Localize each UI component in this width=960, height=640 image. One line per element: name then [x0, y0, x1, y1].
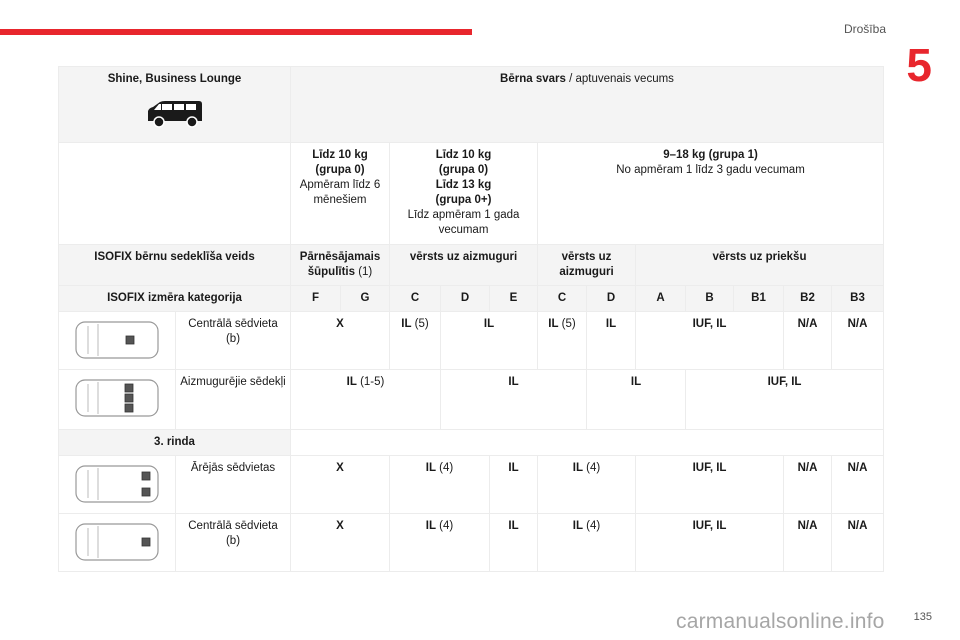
- size-cat-E: E: [509, 292, 518, 304]
- cell-value: [587, 370, 686, 430]
- seat-row-label: Centrālā sēdvieta (b): [176, 514, 291, 572]
- value-note: (5): [558, 318, 576, 330]
- header-accent-bar: [0, 29, 472, 35]
- seat-row-label: Aizmugurējie sēdekļi: [176, 370, 291, 430]
- value-x: X: [336, 520, 344, 532]
- group-0plus-label-b: (grupa 0+): [435, 194, 492, 206]
- seat-diagram-cell: [59, 370, 176, 430]
- size-cat-cell: [490, 286, 538, 312]
- cell-value: [490, 514, 538, 572]
- size-category-label: ISOFIX izmēra kategorija: [107, 292, 242, 304]
- cell-value: [636, 514, 784, 572]
- value-il: IL: [425, 520, 436, 532]
- group-1-age: No apmēram 1 līdz 3 gadu vecumam: [616, 164, 805, 176]
- value-na: N/A: [847, 318, 868, 330]
- cell-value: [291, 456, 390, 514]
- rear-facing-cell-a: [390, 245, 538, 286]
- rear-facing-label-a: vērsts uz aizmuguri: [409, 251, 518, 263]
- group-0-cell: [291, 143, 390, 245]
- value-il: IL: [572, 462, 583, 474]
- value-na: N/A: [797, 318, 818, 330]
- empty-cell: [291, 430, 884, 456]
- cell-value: [784, 456, 832, 514]
- value-il: IL: [401, 318, 412, 330]
- cell-value: [538, 514, 636, 572]
- vehicle-header-cell: [59, 67, 291, 143]
- size-cat-B2: B2: [800, 292, 815, 304]
- rear-facing-cell-b: [538, 245, 636, 286]
- value-note: (1-5): [356, 376, 385, 388]
- group-0plus-weight-b: Līdz 13 kg: [435, 179, 492, 191]
- cell-value: [390, 514, 490, 572]
- cell-value: [587, 312, 636, 370]
- value-x: X: [336, 318, 344, 330]
- size-cat-B3: B3: [850, 292, 865, 304]
- empty-cell: [59, 143, 291, 245]
- cell-value: [832, 456, 884, 514]
- cell-value: [291, 514, 390, 572]
- table-row: [59, 514, 884, 572]
- seat-type-label: ISOFIX bērnu sedeklīša veids: [94, 251, 255, 263]
- cell-value: [390, 312, 441, 370]
- size-cat-cell: [441, 286, 490, 312]
- seat-position-diagram-icon: [74, 378, 160, 418]
- isofix-compatibility-table: [58, 66, 884, 572]
- carrycot-note: (1): [355, 266, 373, 278]
- cell-value: [291, 370, 441, 430]
- child-weight-header-cell: [291, 67, 884, 143]
- cell-value: [291, 312, 390, 370]
- forward-facing-cell: [636, 245, 884, 286]
- watermark-link[interactable]: carmanualsonline.info: [676, 610, 885, 633]
- cell-value: [636, 312, 784, 370]
- size-cat-cell: [341, 286, 390, 312]
- value-x: X: [336, 462, 344, 474]
- seat-position-diagram-icon: [74, 522, 160, 562]
- seat-row-label: Centrālā sēdvieta (b): [176, 312, 291, 370]
- cell-value: [636, 456, 784, 514]
- cell-value: [441, 370, 587, 430]
- size-cat-A: A: [656, 292, 665, 304]
- value-il: IL: [630, 376, 642, 388]
- cell-value: [784, 312, 832, 370]
- size-cat-C: C: [410, 292, 420, 304]
- value-iuf: IUF, IL: [692, 520, 727, 532]
- cell-value: [686, 370, 884, 430]
- value-note: (4): [435, 462, 454, 474]
- group-1-label: 9–18 kg (grupa 1): [663, 149, 758, 161]
- size-cat-cell: [832, 286, 884, 312]
- cell-value: [832, 514, 884, 572]
- seat-position-diagram-icon: [74, 320, 160, 360]
- size-cat-cell: [538, 286, 587, 312]
- value-iuf: IUF, IL: [692, 318, 727, 330]
- value-iuf: IUF, IL: [767, 376, 802, 388]
- size-category-row: [59, 286, 884, 312]
- value-na: N/A: [797, 462, 818, 474]
- value-na: N/A: [847, 462, 868, 474]
- row-3-header-cell: [59, 430, 291, 456]
- table-row: [59, 370, 884, 430]
- weight-header-bold: Bērna svars: [500, 73, 566, 85]
- size-cat-F: F: [311, 292, 320, 304]
- size-cat-cell: [636, 286, 686, 312]
- seat-position-diagram-icon: [74, 464, 160, 504]
- row-3-header: 3. rinda: [154, 436, 195, 448]
- value-il: IL: [508, 462, 519, 474]
- seat-diagram-cell: [59, 456, 176, 514]
- value-il: IL: [483, 318, 495, 330]
- cell-value: [784, 514, 832, 572]
- size-cat-cell: [734, 286, 784, 312]
- size-cat-B: B: [705, 292, 714, 304]
- size-cat-cell: [291, 286, 341, 312]
- group-0plus-weight-a: Līdz 10 kg: [435, 149, 492, 161]
- value-note: (5): [411, 318, 429, 330]
- group-0plus-cell: [390, 143, 538, 245]
- size-cat-cell: [686, 286, 734, 312]
- group-0-weight: Līdz 10 kg: [312, 149, 368, 161]
- size-cat-cell: [784, 286, 832, 312]
- section-title: Drošība: [843, 22, 886, 36]
- carrycot-label: Pārnēsājamais šūpulītis: [299, 251, 381, 278]
- seat-diagram-cell: [59, 514, 176, 572]
- size-category-label-cell: [59, 286, 291, 312]
- value-iuf: IUF, IL: [692, 462, 727, 474]
- value-il: IL: [508, 376, 519, 388]
- value-il: IL: [508, 520, 519, 532]
- value-il: IL: [605, 318, 617, 330]
- size-cat-cell: [587, 286, 636, 312]
- page-number: 135: [913, 611, 932, 623]
- value-na: N/A: [847, 520, 868, 532]
- value-il: IL: [548, 318, 559, 330]
- seat-row-label: Ārējās sēdvietas: [176, 456, 291, 514]
- value-na: N/A: [797, 520, 818, 532]
- table-row: [59, 456, 884, 514]
- cell-value: [538, 456, 636, 514]
- table-row: [59, 312, 884, 370]
- rear-facing-label-b: vērsts uz aizmuguri: [559, 251, 614, 278]
- size-cat-B1: B1: [751, 292, 766, 304]
- size-cat-D2: D: [606, 292, 616, 304]
- group-0-age: Apmēram līdz 6 mēnešiem: [299, 179, 381, 206]
- size-cat-D: D: [460, 292, 470, 304]
- size-cat-C2: C: [557, 292, 567, 304]
- size-cat-cell: [390, 286, 441, 312]
- size-cat-G: G: [360, 292, 370, 304]
- group-1-cell: [538, 143, 884, 245]
- value-note: (4): [435, 520, 454, 532]
- weight-header-rest: / aptuvenais vecums: [565, 73, 674, 85]
- cell-value: [832, 312, 884, 370]
- van-side-icon: [144, 99, 206, 129]
- value-il: IL: [346, 376, 357, 388]
- value-note: (4): [582, 462, 601, 474]
- chapter-number: 5: [906, 39, 932, 91]
- cell-value: [441, 312, 538, 370]
- cell-value: [490, 456, 538, 514]
- value-note: (4): [582, 520, 601, 532]
- cell-value: [390, 456, 490, 514]
- value-il: IL: [572, 520, 583, 532]
- seat-type-label-cell: [59, 245, 291, 286]
- seat-diagram-cell: [59, 312, 176, 370]
- group-0-label: (grupa 0): [315, 164, 365, 176]
- group-0plus-age: Līdz apmēram 1 gada vecumam: [407, 209, 520, 236]
- carrycot-cell: [291, 245, 390, 286]
- forward-facing-label: vērsts uz priekšu: [712, 251, 807, 263]
- cell-value: [538, 312, 587, 370]
- vehicle-name: Shine, Business Lounge: [107, 73, 242, 85]
- group-0plus-label-a: (grupa 0): [438, 164, 489, 176]
- value-il: IL: [425, 462, 436, 474]
